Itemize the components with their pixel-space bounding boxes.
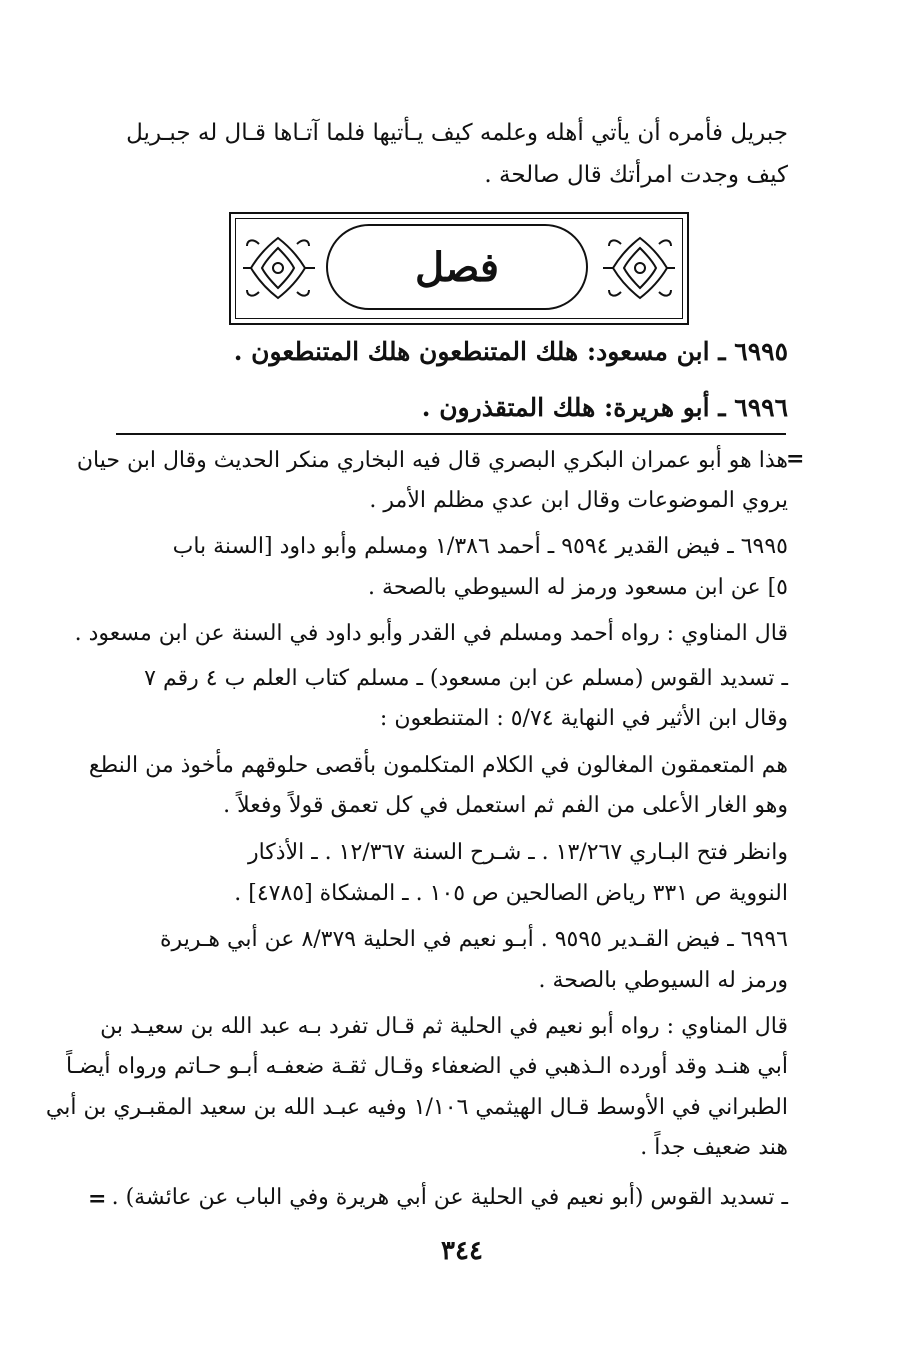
footnote-line-13: ورمز له السيوطي بالصحة . bbox=[538, 968, 788, 993]
chapter-banner bbox=[229, 212, 689, 325]
footnote-line-5: قال المناوي : رواه أحمد ومسلم في القدر وأبو داود في السنة عن ابن مسعود . bbox=[74, 621, 788, 646]
left-arabesque-ornament-icon bbox=[239, 232, 317, 304]
continuation-mark-top: = bbox=[786, 446, 805, 472]
footnote-line-6: ـ تسديد القوس (مسلم عن ابن مسعود) ـ مسلم كتاب العلم ب ٤ رقم ٧ bbox=[144, 666, 788, 691]
footnote-line-16: الطبراني في الأوسط قـال الهيثمي ١/١٠٦ وفيه عبـد الله بن سعيد المقبـري بن أبي bbox=[45, 1095, 788, 1120]
footnote-line-12: ٦٩٩٦ ـ فيض القـدير ٩٥٩٥ . أبـو نعيم في الحلية ٨/٣٧٩ عن أبي هـريرة bbox=[160, 927, 788, 952]
continuation-mark-bottom: = bbox=[88, 1186, 107, 1212]
footnote-separator-rule bbox=[116, 433, 786, 435]
body-line-2: كيف وجدت امرأتك قال صالحة . bbox=[484, 162, 788, 188]
footnote-line-15: أبي هنـد وقد أورده الـذهبي في الضعفاء وقـال ثقـة ضعفـه أبـو حـاتم ورواه أيضـاً bbox=[66, 1054, 788, 1079]
footnote-line-8: هم المتعمقون المغالون في الكلام المتكلمون بأقصى حلوقهم مأخوذ من النطع bbox=[88, 753, 788, 778]
body-line-1: جبريل فأمره أن يأتي أهله وعلمه كيف يـأتيها فلما آتـاها قـال له جبـريل bbox=[126, 120, 788, 146]
footnote-line-11: النووية ص ٣٣١ رياض الصالحين ص ١٠٥ . ـ المشكاة [٤٧٨٥] . bbox=[234, 881, 788, 906]
footnote-line-18: ـ تسديد القوس (أبو نعيم في الحلية عن أبي هريرة وفي الباب عن عائشة) . bbox=[111, 1185, 788, 1210]
footnote-line-10: وانظر فتح البـاري ١٣/٢٦٧ . ـ شـرح السنة ١٢/٣٦٧ . ـ الأذكار bbox=[247, 840, 788, 865]
footnote-line-2: يروي الموضوعات وقال ابن عدي مظلم الأمر . bbox=[369, 488, 788, 513]
footnote-line-14: قال المناوي : رواه أبو نعيم في الحلية ثم قـال تفرد بـه عبد الله بن سعيـد بن bbox=[100, 1014, 788, 1039]
hadith-6995: ٦٩٩٥ ـ ابن مسعود: هلك المتنطعون هلك المتنطعون . bbox=[233, 337, 788, 366]
footnote-line-3: ٦٩٩٥ ـ فيض القدير ٩٥٩٤ ـ أحمد ١/٣٨٦ ومسلم وأبو داود [السنة باب bbox=[172, 534, 788, 559]
chapter-title: فصل bbox=[414, 243, 500, 291]
right-arabesque-ornament-icon bbox=[601, 232, 679, 304]
hadith-6996: ٦٩٩٦ ـ أبو هريرة: هلك المتقذرون . bbox=[421, 393, 788, 422]
footnote-line-1: هذا هو أبو عمران البكري البصري قال فيه البخاري منكر الحديث وقال ابن حيان bbox=[76, 448, 788, 473]
banner-title-oval bbox=[326, 224, 588, 310]
footnote-line-4: ٥] عن ابن مسعود ورمز له السيوطي بالصحة . bbox=[368, 575, 788, 600]
footnote-line-9: وهو الغار الأعلى من الفم ثم استعمل في كل تعمق قولاً وفعلاً . bbox=[223, 793, 788, 818]
footnote-line-7: وقال ابن الأثير في النهاية ٥/٧٤ : المتنطعون : bbox=[379, 706, 788, 731]
page-number: ٣٤٤ bbox=[441, 1236, 483, 1266]
footnote-line-17: هند ضعيف جداً . bbox=[640, 1135, 788, 1160]
